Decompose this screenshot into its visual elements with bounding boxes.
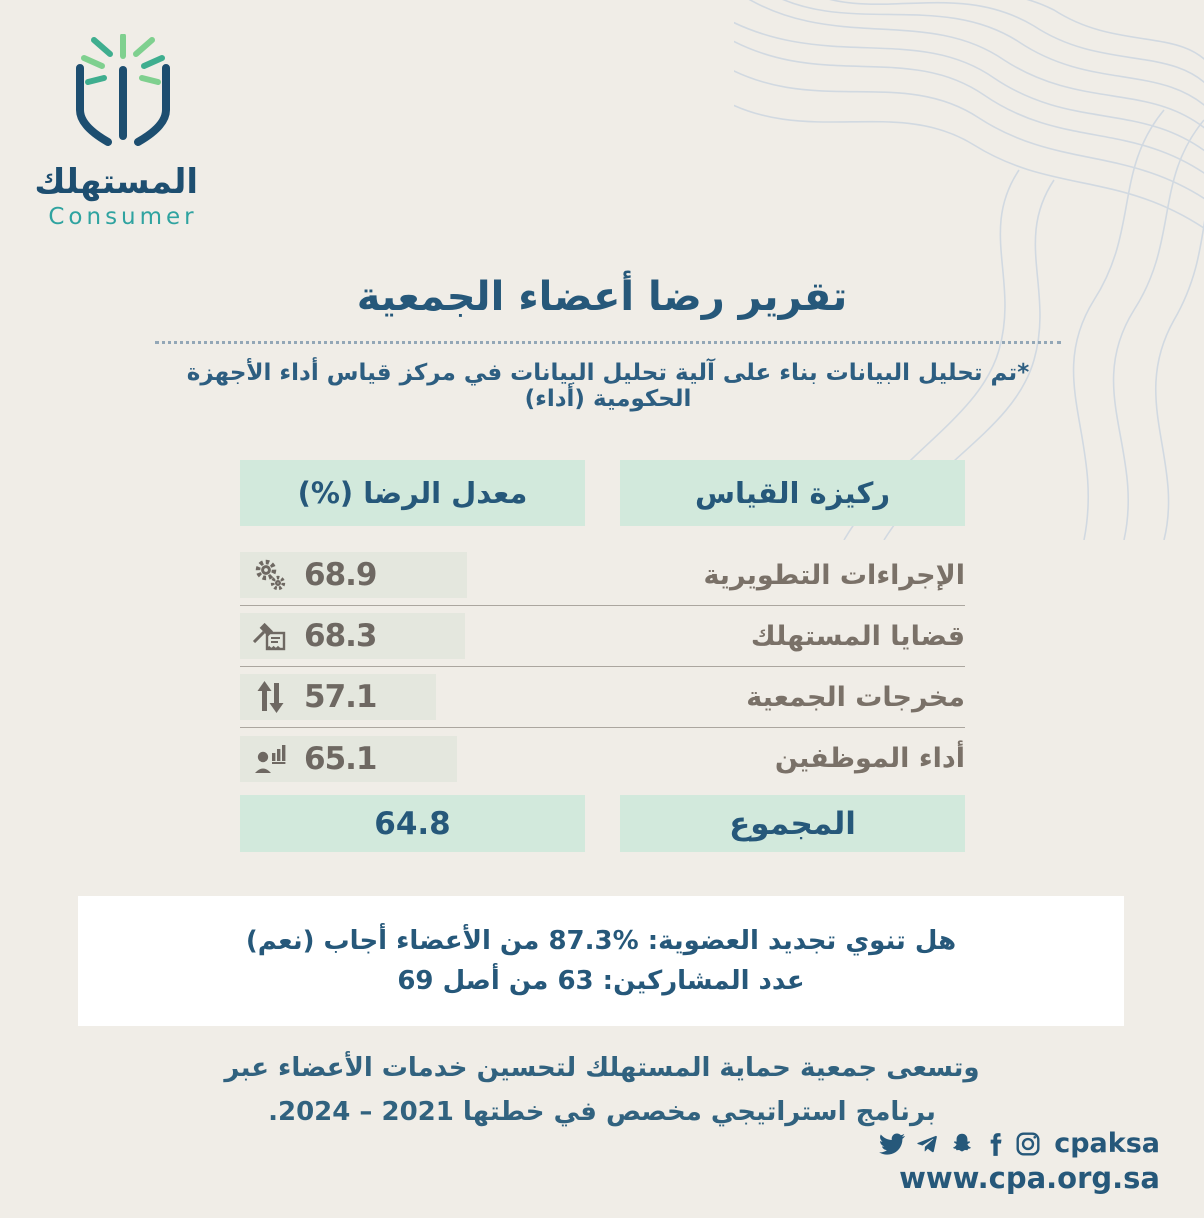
page-title: تقرير رضا أعضاء الجمعية — [356, 274, 848, 320]
satisfaction-table — [240, 460, 965, 852]
table-row — [240, 545, 965, 606]
value-chip — [240, 613, 465, 659]
social-icons-row — [879, 1128, 1160, 1159]
table-rows — [240, 545, 965, 789]
table-header-row — [240, 460, 965, 526]
logo-arabic-text: المستهلك — [34, 162, 198, 202]
table-row — [240, 728, 965, 789]
twitter-icon[interactable] — [879, 1131, 905, 1157]
logo-english-text: Consumer — [48, 204, 198, 230]
satisfaction-value: 68.3 — [304, 618, 377, 654]
renewal-summary-box — [78, 896, 1124, 1026]
cpa-logo — [34, 34, 198, 230]
value-chip — [240, 552, 467, 598]
closing-paragraph — [0, 1046, 1204, 1134]
value-chip — [240, 736, 457, 782]
telegram-icon[interactable] — [914, 1131, 940, 1157]
satisfaction-value: 65.1 — [304, 740, 377, 777]
total-label-cell: المجموع — [620, 795, 965, 852]
gears-icon — [252, 557, 288, 593]
instagram-icon[interactable] — [1015, 1131, 1041, 1157]
snapchat-icon[interactable] — [949, 1131, 975, 1157]
dotted-divider — [155, 341, 1061, 344]
participants-line: عدد المشاركين: 63 من أصل 69 — [397, 966, 805, 996]
closing-line-1: وتسعى جمعية حماية المستهلك لتحسين خدمات الأعضاء عبر — [224, 1053, 980, 1083]
social-handle[interactable]: cpaksa — [1054, 1128, 1160, 1159]
pillar-header-cell: ركيزة القياس — [620, 460, 965, 526]
social-block — [879, 1128, 1160, 1195]
gavel-document-icon — [252, 618, 288, 654]
table-row — [240, 606, 965, 667]
analysis-note: *تم تحليل البيانات بناء على آلية تحليل البيانات في مركز قياس أداء الأجهزة الحكومية (أداء) — [186, 360, 1030, 412]
satisfaction-value: 68.9 — [304, 557, 377, 593]
satisfaction-value: 57.1 — [304, 679, 377, 715]
pillar-label: أداء الموظفين — [774, 743, 965, 774]
pillar-label: الإجراءات التطويرية — [703, 559, 965, 591]
total-value-cell: 64.8 — [240, 795, 585, 852]
value-header-cell: معدل الرضا (%) — [240, 460, 585, 526]
website-url[interactable]: www.cpa.org.sa — [899, 1161, 1160, 1195]
pillar-label: مخرجات الجمعية — [746, 681, 965, 713]
value-chip — [240, 674, 436, 720]
table-total-row — [240, 795, 965, 852]
table-row — [240, 667, 965, 728]
up-down-arrows-icon — [252, 679, 288, 715]
closing-line-2: برنامج استراتيجي مخصص في خطتها 2021 – 2024. — [268, 1097, 936, 1127]
renewal-line: هل تنوي تجديد العضوية: %87.3 من الأعضاء أجاب (نعم) — [245, 926, 957, 956]
facebook-icon[interactable] — [984, 1131, 1006, 1157]
pillar-label: قضايا المستهلك — [750, 620, 965, 652]
cpa-logo-emblem — [50, 34, 196, 162]
person-chart-icon — [252, 741, 288, 777]
topographic-pattern — [734, 0, 1204, 540]
